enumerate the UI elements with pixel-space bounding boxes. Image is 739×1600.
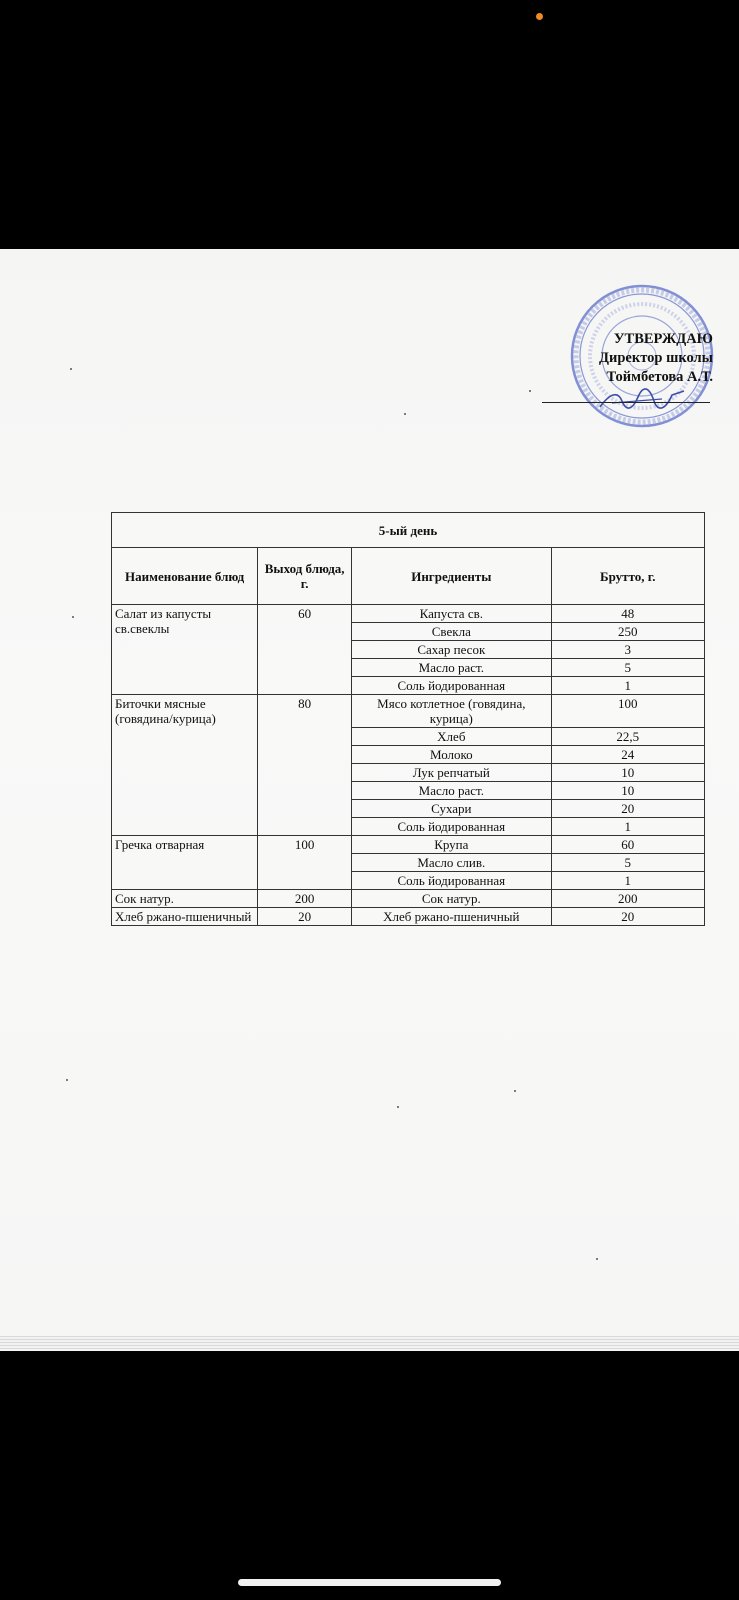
table-row <box>112 890 705 908</box>
dish-name-cell: Салат из капусты св.свеклы <box>112 605 258 695</box>
paper-speck <box>66 1079 68 1081</box>
gross-weight-cell: 1 <box>551 677 704 695</box>
home-indicator[interactable] <box>238 1579 501 1586</box>
ingredient-cell: Соль йодированная <box>352 818 551 836</box>
dish-name-cell: Гречка отварная <box>112 836 258 890</box>
ingredient-cell: Хлеб ржано-пшеничный <box>352 908 551 926</box>
ingredient-cell: Масло раст. <box>352 782 551 800</box>
ingredient-cell: Сахар песок <box>352 641 551 659</box>
approval-position: Директор школы <box>599 350 713 366</box>
gross-weight-cell: 1 <box>551 818 704 836</box>
table-row <box>112 605 705 623</box>
ingredient-cell: Лук репчатый <box>352 764 551 782</box>
gross-weight-cell: 10 <box>551 782 704 800</box>
camera-indicator-dot <box>536 13 543 20</box>
dish-yield-cell: 60 <box>258 605 352 695</box>
approval-title: УТВЕРЖДАЮ <box>613 331 713 347</box>
gross-weight-cell: 200 <box>551 890 704 908</box>
day-title: 5-ый день <box>112 513 705 548</box>
ingredient-cell: Крупа <box>352 836 551 854</box>
ingredient-cell: Хлеб <box>352 728 551 746</box>
gross-weight-cell: 3 <box>551 641 704 659</box>
paper-speck <box>70 368 72 370</box>
dish-yield-cell: 100 <box>258 836 352 890</box>
ingredient-cell: Молоко <box>352 746 551 764</box>
ingredient-cell: Соль йодированная <box>352 677 551 695</box>
paper-speck <box>404 413 406 415</box>
gross-weight-cell: 24 <box>551 746 704 764</box>
dish-name-cell: Биточки мясные (говядина/курица) <box>112 695 258 836</box>
table-row <box>112 908 705 926</box>
paper-speck <box>397 1106 399 1108</box>
signature <box>592 383 692 417</box>
approval-name: Тоймбетова А.Т. <box>606 369 713 385</box>
paper-speck <box>596 1258 598 1260</box>
ingredient-cell: Масло раст. <box>352 659 551 677</box>
gross-weight-cell: 10 <box>551 764 704 782</box>
gross-weight-cell: 5 <box>551 659 704 677</box>
gross-weight-cell: 250 <box>551 623 704 641</box>
header-ingredients: Ингредиенты <box>352 548 551 605</box>
dish-yield-cell: 80 <box>258 695 352 836</box>
ingredient-cell: Капуста св. <box>352 605 551 623</box>
paper-speck <box>514 1090 516 1092</box>
gross-weight-cell: 20 <box>551 800 704 818</box>
gross-weight-cell: 5 <box>551 854 704 872</box>
paper-edge <box>0 1336 739 1350</box>
gross-weight-cell: 100 <box>551 695 704 728</box>
gross-weight-cell: 1 <box>551 872 704 890</box>
paper-speck <box>72 616 74 618</box>
approval-block <box>599 330 713 387</box>
menu-table <box>111 512 705 926</box>
gross-weight-cell: 60 <box>551 836 704 854</box>
gross-weight-cell: 22,5 <box>551 728 704 746</box>
paper-speck <box>529 390 531 392</box>
dish-yield-cell: 200 <box>258 890 352 908</box>
ingredient-cell: Сухари <box>352 800 551 818</box>
signature-line <box>542 402 710 403</box>
ingredient-cell: Мясо котлетное (говядина, курица) <box>352 695 551 728</box>
header-yield: Выход блюда, г. <box>258 548 352 605</box>
dish-name-cell: Сок натур. <box>112 890 258 908</box>
table-row <box>112 836 705 854</box>
gross-weight-cell: 48 <box>551 605 704 623</box>
dish-name-cell: Хлеб ржано-пшеничный <box>112 908 258 926</box>
table-row <box>112 695 705 728</box>
ingredient-cell: Свекла <box>352 623 551 641</box>
ingredient-cell: Масло слив. <box>352 854 551 872</box>
ingredient-cell: Соль йодированная <box>352 872 551 890</box>
header-dish-name: Наименование блюд <box>112 548 258 605</box>
dish-yield-cell: 20 <box>258 908 352 926</box>
header-gross: Брутто, г. <box>551 548 704 605</box>
ingredient-cell: Сок натур. <box>352 890 551 908</box>
gross-weight-cell: 20 <box>551 908 704 926</box>
